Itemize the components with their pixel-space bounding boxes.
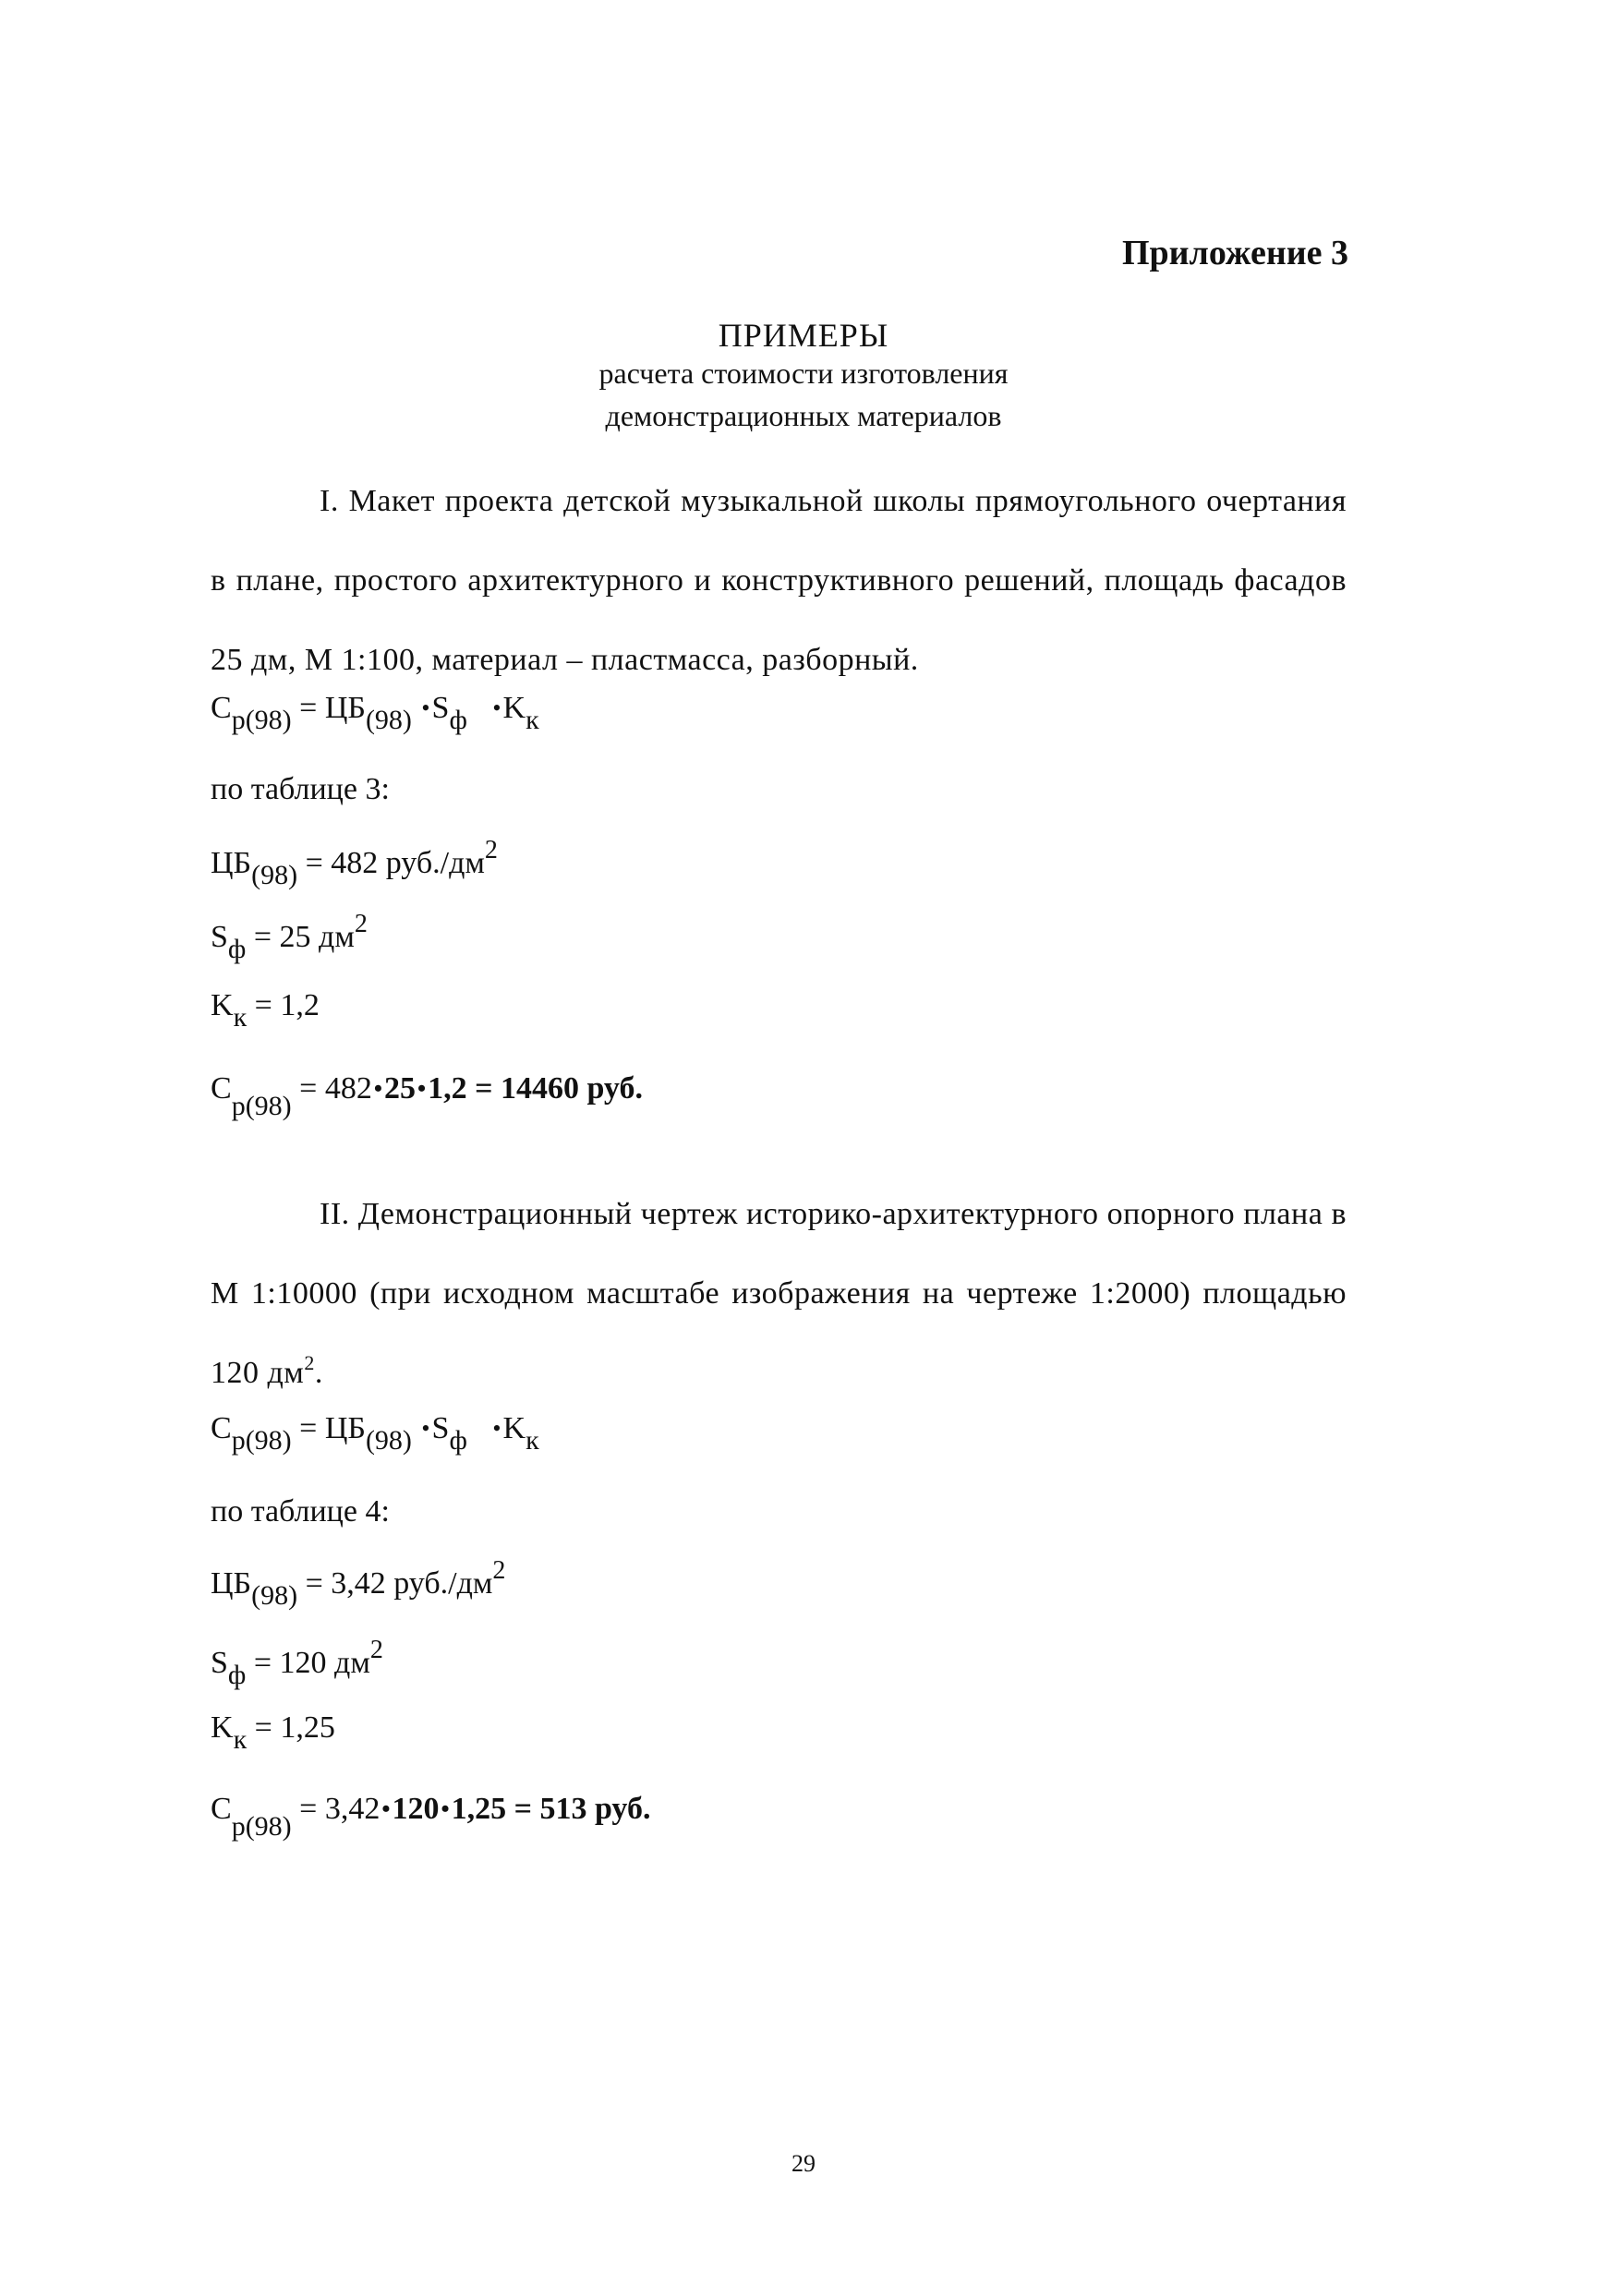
example2-text-end: . (314, 1356, 323, 1390)
formula-cb-sub: (98) (365, 705, 412, 735)
multiply-dot: • (373, 1075, 382, 1102)
example2-result (211, 1792, 651, 1842)
s-sub: ф (227, 934, 247, 964)
k-value: = 1,2 (254, 988, 320, 1022)
result-first: = 482 (299, 1071, 372, 1106)
s-value: = 120 дм (253, 1646, 370, 1680)
result-rest: 120 (392, 1792, 440, 1826)
cb-sup: 2 (492, 1556, 506, 1585)
k-sub: к (233, 1002, 248, 1033)
formula-s: S (431, 691, 450, 725)
result-rest: 25 (383, 1071, 416, 1106)
result-sub: p(98) (231, 1091, 292, 1121)
example2-general-formula (211, 1411, 539, 1456)
formula-s-sub: ф (449, 705, 467, 735)
result-name: C (211, 1071, 232, 1106)
formula-cb: ЦБ (324, 1411, 366, 1445)
formula-c: C (211, 1411, 232, 1445)
result-total: 1,25 = 513 руб. (451, 1792, 651, 1826)
page-number: 29 (791, 2150, 816, 2177)
result-first: = 3,42 (299, 1792, 381, 1826)
multiply-dot: • (421, 695, 430, 721)
formula-cb: ЦБ (324, 691, 366, 725)
example1-table-ref: по таблице 3: (211, 772, 390, 806)
example2-s-line (211, 1636, 383, 1690)
k-name: K (211, 988, 234, 1022)
formula-s: S (431, 1411, 450, 1445)
formula-s-sub: ф (449, 1425, 467, 1456)
formula-k-sub: к (526, 1425, 539, 1456)
s-sup: 2 (354, 910, 368, 938)
formula-c: C (211, 691, 232, 725)
example1-k-line (211, 988, 320, 1033)
cb-sup: 2 (484, 836, 498, 864)
formula-k-sub: к (526, 705, 539, 735)
example1-cb-line (211, 836, 498, 890)
cb-sub: (98) (251, 860, 298, 890)
example1-text: I. Макет проекта детской музыкальной школы прямоугольного очертания в плане, простого архитектурного и конструктивного решений, площадь фасадов 25 дм, М 1:100, материал – пластмасса, разборный. (211, 484, 1347, 677)
cb-name: ЦБ (211, 846, 252, 880)
multiply-dot: • (441, 1795, 450, 1822)
formula-cb-sub: (98) (365, 1425, 412, 1456)
k-value: = 1,25 (254, 1710, 335, 1745)
s-name: S (211, 1646, 228, 1680)
example2-text-sup: 2 (304, 1351, 315, 1374)
result-name: C (211, 1792, 232, 1826)
example1-general-formula (211, 691, 539, 735)
appendix-label: Приложение 3 (1121, 234, 1348, 272)
formula-eq: = (299, 691, 318, 725)
k-sub: к (233, 1724, 248, 1755)
formula-c-sub: p(98) (231, 1425, 292, 1456)
formula-k: K (502, 691, 526, 725)
formula-k: K (502, 1411, 526, 1445)
s-name: S (211, 920, 228, 954)
multiply-dot: • (381, 1795, 391, 1822)
example2-description (211, 1175, 1347, 1416)
cb-name: ЦБ (211, 1566, 252, 1601)
formula-c-sub: p(98) (231, 705, 292, 735)
s-sup: 2 (369, 1636, 383, 1664)
example1-s-line (211, 910, 368, 964)
document-subtitle-line1: расчета стоимости изготовления (598, 356, 1009, 390)
result-sub: p(98) (231, 1811, 292, 1842)
multiply-dot: • (492, 1415, 501, 1442)
example2-cb-line (211, 1556, 506, 1611)
example1-result (211, 1071, 643, 1121)
cb-value: = 482 руб./дм (305, 846, 485, 880)
k-name: K (211, 1710, 234, 1745)
example1-description (211, 462, 1347, 700)
multiply-dot: • (421, 1415, 430, 1442)
document-subtitle-line2: демонстрационных материалов (605, 399, 1002, 432)
s-sub: ф (227, 1660, 247, 1690)
result-total: 1,2 = 14460 руб. (428, 1071, 643, 1106)
multiply-dot: • (417, 1075, 427, 1102)
cb-value: = 3,42 руб./дм (305, 1566, 493, 1601)
cb-sub: (98) (251, 1580, 298, 1611)
document-title: ПРИМЕРЫ (718, 317, 889, 354)
s-value: = 25 дм (253, 920, 355, 954)
example2-table-ref: по таблице 4: (211, 1494, 390, 1529)
example2-k-line (211, 1710, 335, 1755)
formula-eq: = (299, 1411, 318, 1445)
example2-text: II. Демонстрационный чертеж историко-архитектурного опорного плана в М 1:10000 (при исходном масштабе изображения на чертеже 1:2000) площадью 120 дм (211, 1197, 1347, 1390)
multiply-dot: • (492, 695, 501, 721)
